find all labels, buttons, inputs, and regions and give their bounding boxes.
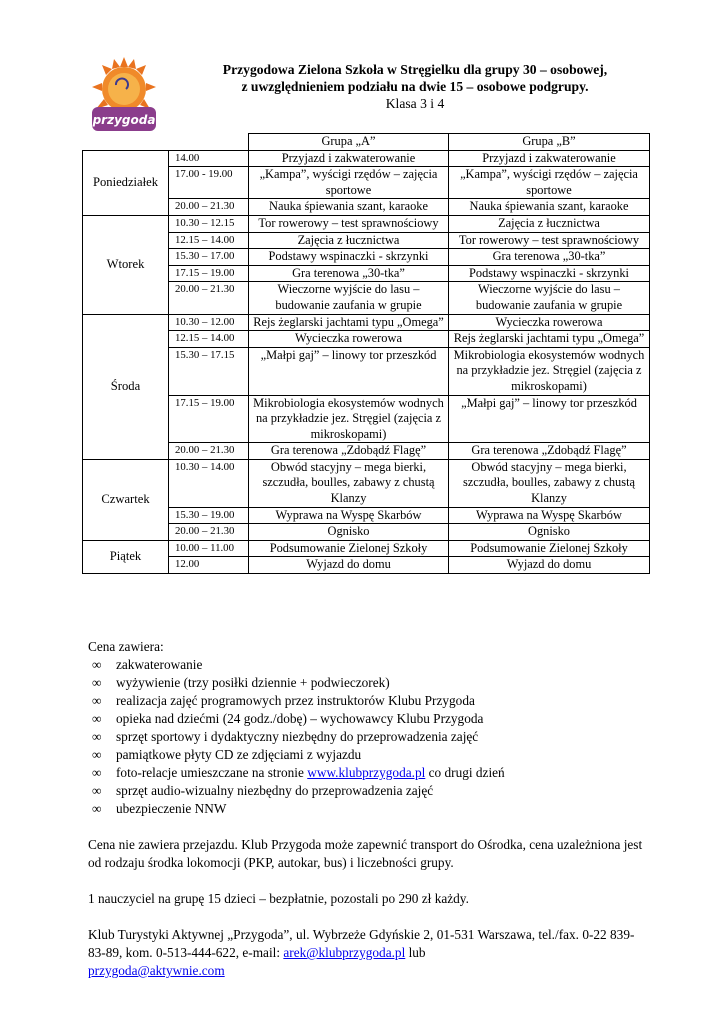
time-cell: 12.00	[169, 557, 249, 574]
time-cell: 12.15 – 14.00	[169, 232, 249, 249]
teacher-note: 1 nauczyciel na grupę 15 dzieci – bezpłatnie, pozostali po 290 zł każdy.	[88, 891, 469, 906]
group-a-cell: Gra terenowa „Zdobądź Flagę”	[249, 443, 449, 460]
price-item-text: pamiątkowe płyty CD ze zdjęciami z wyjazdu	[116, 747, 362, 762]
bullet-icon: ∞	[92, 693, 102, 708]
group-a-cell: „Kampa”, wyścigi rzędów – zajęcia sportowe	[249, 167, 449, 199]
group-b-cell: Przyjazd i zakwaterowanie	[449, 150, 650, 167]
schedule-row	[83, 150, 650, 167]
schedule-row	[83, 524, 650, 541]
day-name: Wtorek	[83, 215, 169, 314]
header-group-b: Grupa „B”	[449, 134, 650, 151]
price-item-text: foto-relacje umieszczane na stronie	[116, 765, 308, 780]
time-cell: 17.15 – 19.00	[169, 265, 249, 282]
group-a-cell: Tor rowerowy – test sprawnościowy	[249, 215, 449, 232]
bullet-icon: ∞	[92, 765, 102, 780]
group-b-cell: Wyprawa na Wyspę Skarbów	[449, 507, 650, 524]
price-item	[88, 764, 648, 782]
price-section	[88, 638, 648, 980]
day-name: Piątek	[83, 540, 169, 573]
group-b-cell: Obwód stacyjny – mega bierki, szczudła, boulles, zabawy z chustą Klanzy	[449, 459, 650, 507]
schedule-row	[83, 249, 650, 266]
day-name: Środa	[83, 314, 169, 459]
schedule-row	[83, 557, 650, 574]
email-link-2[interactable]: przygoda@aktywnie.com	[88, 963, 225, 978]
schedule-row	[83, 199, 650, 216]
time-cell: 10.00 – 11.00	[169, 540, 249, 557]
schedule-row	[83, 507, 650, 524]
time-cell: 20.00 – 21.30	[169, 282, 249, 314]
time-cell: 17.00 - 19.00	[169, 167, 249, 199]
bullet-icon: ∞	[92, 801, 102, 816]
price-item-text: wyżywienie (trzy posiłki dziennie + podwieczorek)	[116, 675, 390, 690]
day-name: Poniedziałek	[83, 150, 169, 215]
price-heading: Cena zawiera:	[88, 639, 164, 654]
bullet-icon: ∞	[92, 783, 102, 798]
price-item-text: co drugi dzień	[425, 765, 505, 780]
price-item	[88, 728, 648, 746]
group-b-cell: „Małpi gaj” – linowy tor przeszkód	[449, 395, 650, 443]
day-name: Czwartek	[83, 459, 169, 540]
schedule-row	[83, 215, 650, 232]
group-b-cell: Nauka śpiewania szant, karaoke	[449, 199, 650, 216]
header-group-a: Grupa „A”	[249, 134, 449, 151]
schedule-row	[83, 265, 650, 282]
schedule-header-row	[83, 134, 650, 151]
group-a-cell: Mikrobiologia ekosystemów wodnych na przykładzie jez. Stręgiel (zajęcia z mikroskopami)	[249, 395, 449, 443]
schedule-row	[83, 540, 650, 557]
group-a-cell: Przyjazd i zakwaterowanie	[249, 150, 449, 167]
time-cell: 20.00 – 21.30	[169, 443, 249, 460]
website-link[interactable]: www.klubprzygoda.pl	[307, 765, 426, 780]
group-b-cell: Gra terenowa „Zdobądź Flagę”	[449, 443, 650, 460]
price-item	[88, 746, 648, 764]
group-a-cell: Ognisko	[249, 524, 449, 541]
price-item	[88, 710, 648, 728]
price-item	[88, 782, 648, 800]
time-cell: 15.30 – 17.00	[169, 249, 249, 266]
title-line-1: Przygodowa Zielona Szkoła w Stręgielku dla grupy 30 – osobowej,	[222, 62, 608, 77]
price-item-text: ubezpieczenie NNW	[116, 801, 227, 816]
price-item-text: opieka nad dziećmi (24 godz./dobę) – wychowawcy Klubu Przygoda	[116, 711, 484, 726]
time-cell: 12.15 – 14.00	[169, 331, 249, 348]
price-item	[88, 656, 648, 674]
schedule-row	[83, 443, 650, 460]
contact-between: lub	[405, 945, 426, 960]
time-cell: 15.30 – 17.15	[169, 347, 249, 395]
price-item-text: sprzęt sportowy i dydaktyczny niezbędny do przeprowadzenia zajęć	[116, 729, 479, 744]
bullet-icon: ∞	[92, 657, 102, 672]
schedule-row	[83, 395, 650, 443]
group-b-cell: Ognisko	[449, 524, 650, 541]
group-a-cell: Podsumowanie Zielonej Szkoły	[249, 540, 449, 557]
document-title	[165, 61, 665, 112]
header-blank	[83, 134, 169, 151]
group-b-cell: Zajęcia z łucznictwa	[449, 215, 650, 232]
time-cell: 20.00 – 21.30	[169, 524, 249, 541]
group-a-cell: „Małpi gaj” – linowy tor przeszkód	[249, 347, 449, 395]
price-includes-list	[88, 656, 648, 818]
group-b-cell: Rejs żeglarski jachtami typu „Omega”	[449, 331, 650, 348]
group-a-cell: Wieczorne wyjście do lasu – budowanie zaufania w grupie	[249, 282, 449, 314]
group-a-cell: Zajęcia z łucznictwa	[249, 232, 449, 249]
group-a-cell: Obwód stacyjny – mega bierki, szczudła, boulles, zabawy z chustą Klanzy	[249, 459, 449, 507]
group-b-cell: Podsumowanie Zielonej Szkoły	[449, 540, 650, 557]
transport-note: Cena nie zawiera przejazdu. Klub Przygoda może zapewnić transport do Ośrodka, cena uzależniona jest od rodzaju środka lokomocji (PKP, autokar, bus) i liczebności grupy.	[88, 837, 643, 870]
group-b-cell: Wycieczka rowerowa	[449, 314, 650, 331]
price-item-text: zakwaterowanie	[116, 657, 203, 672]
group-a-cell: Podstawy wspinaczki - skrzynki	[249, 249, 449, 266]
group-a-cell: Gra terenowa „30-tka”	[249, 265, 449, 282]
email-link-1[interactable]: arek@klubprzygoda.pl	[283, 945, 406, 960]
group-b-cell: Tor rowerowy – test sprawnościowy	[449, 232, 650, 249]
group-b-cell: Wyjazd do domu	[449, 557, 650, 574]
bullet-icon: ∞	[92, 729, 102, 744]
time-cell: 20.00 – 21.30	[169, 199, 249, 216]
group-b-cell: „Kampa”, wyścigi rzędów – zajęcia sportowe	[449, 167, 650, 199]
title-line-3: Klasa 3 i 4	[385, 96, 445, 111]
time-cell: 10.30 – 12.15	[169, 215, 249, 232]
schedule-row	[83, 331, 650, 348]
bullet-icon: ∞	[92, 675, 102, 690]
group-a-cell: Wycieczka rowerowa	[249, 331, 449, 348]
schedule-row	[83, 282, 650, 314]
group-a-cell: Rejs żeglarski jachtami typu „Omega”	[249, 314, 449, 331]
group-b-cell: Mikrobiologia ekosystemów wodnych na przykładzie jez. Stręgiel (zajęcia z mikroskopami)	[449, 347, 650, 395]
bullet-icon: ∞	[92, 747, 102, 762]
price-item-text: sprzęt audio-wizualny niezbędny do przeprowadzenia zajęć	[116, 783, 434, 798]
group-a-cell: Nauka śpiewania szant, karaoke	[249, 199, 449, 216]
contact-text: Klub Turystyki Aktywnej „Przygoda”, ul. Wybrzeże Gdyńskie 2, 01-531 Warszawa, tel./fax. 0-22 839-83-89, kom. 0-513-444-622, e-mail:	[88, 927, 635, 960]
time-cell: 14.00	[169, 150, 249, 167]
schedule-table	[82, 133, 650, 574]
contact-info	[88, 926, 648, 980]
schedule-row	[83, 232, 650, 249]
price-item	[88, 692, 648, 710]
group-a-cell: Wyprawa na Wyspę Skarbów	[249, 507, 449, 524]
header-blank	[169, 134, 249, 151]
group-b-cell: Wieczorne wyjście do lasu – budowanie zaufania w grupie	[449, 282, 650, 314]
schedule-row	[83, 314, 650, 331]
logo-text: przygoda	[92, 113, 156, 127]
group-b-cell: Gra terenowa „30-tka”	[449, 249, 650, 266]
group-a-cell: Wyjazd do domu	[249, 557, 449, 574]
schedule-row	[83, 347, 650, 395]
time-cell: 10.30 – 12.00	[169, 314, 249, 331]
price-item	[88, 800, 648, 818]
group-b-cell: Podstawy wspinaczki - skrzynki	[449, 265, 650, 282]
przygoda-logo	[90, 57, 158, 133]
schedule-row	[83, 459, 650, 507]
time-cell: 10.30 – 14.00	[169, 459, 249, 507]
title-line-2: z uwzględnieniem podziału na dwie 15 – osobowe podgrupy.	[241, 79, 589, 94]
bullet-icon: ∞	[92, 711, 102, 726]
price-item	[88, 674, 648, 692]
price-item-text: realizacja zajęć programowych przez instruktorów Klubu Przygoda	[116, 693, 475, 708]
time-cell: 17.15 – 19.00	[169, 395, 249, 443]
schedule-row	[83, 167, 650, 199]
time-cell: 15.30 – 19.00	[169, 507, 249, 524]
